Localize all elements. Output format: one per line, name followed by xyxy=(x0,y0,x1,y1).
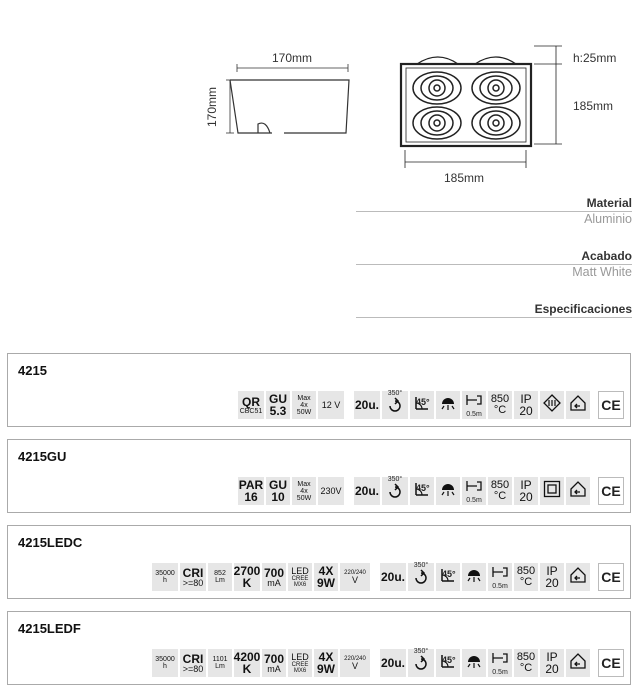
chip-text: 20u. xyxy=(380,570,405,584)
chip-text: °C xyxy=(493,404,507,416)
voltage-chip xyxy=(318,391,344,419)
property-value: Matt White xyxy=(572,265,632,279)
chip-text: 20 xyxy=(519,404,533,418)
indoor-use-chip xyxy=(566,391,590,419)
indoor-use xyxy=(569,566,587,589)
chip-text: h xyxy=(163,577,167,584)
ip-rating-chip xyxy=(514,391,538,419)
chip-text: 0.5m xyxy=(492,582,508,590)
chip-text: h xyxy=(163,663,167,670)
side-view-drawing xyxy=(226,64,349,133)
lumen-chip xyxy=(208,649,232,677)
cri-chip xyxy=(180,563,206,591)
chip-text: Lm xyxy=(215,577,225,584)
temperature-chip xyxy=(514,649,538,677)
chip-text: 2700 xyxy=(233,564,261,578)
tilt-chip xyxy=(410,391,434,419)
cri-chip xyxy=(180,649,206,677)
distance xyxy=(465,479,483,497)
chip-text: 50W xyxy=(296,494,312,502)
chip-text: 4X xyxy=(318,564,334,578)
chip-text: Max xyxy=(297,480,311,488)
chip-text: 350° xyxy=(413,648,429,655)
chip-text: 700 xyxy=(263,565,285,580)
chip-text: mA xyxy=(267,663,281,674)
chip-text: 45° xyxy=(416,483,430,493)
technical-drawing xyxy=(0,0,644,200)
class-3-chip xyxy=(540,391,564,419)
pieces-chip xyxy=(380,563,406,591)
distance-chip xyxy=(488,563,512,591)
product-code: 4215 xyxy=(18,363,47,378)
indoor-use xyxy=(569,394,587,417)
spec-icons-row xyxy=(236,391,624,419)
tilt-chip xyxy=(436,563,460,591)
chip-text: 45° xyxy=(416,397,430,407)
chip-text: 16 xyxy=(244,490,258,504)
max-power-chip xyxy=(292,477,316,505)
spec-icons-row xyxy=(150,563,624,591)
chip-text: 0.5m xyxy=(492,668,508,676)
property-material xyxy=(356,194,632,247)
chip-text: Lm xyxy=(215,663,225,670)
top-view-drawing xyxy=(401,46,562,168)
pieces-chip xyxy=(354,391,380,419)
chip-text: °C xyxy=(519,576,533,588)
chip-text: 850 xyxy=(516,651,536,663)
chip-text: 20 xyxy=(545,662,559,676)
chip-text: 1101 xyxy=(212,656,228,663)
distance xyxy=(491,565,509,583)
chip-text: 220/240 xyxy=(344,655,366,662)
chip-text: PAR xyxy=(238,478,264,492)
lifetime-chip xyxy=(152,649,178,677)
ce-mark: CE xyxy=(598,477,624,505)
chip-text: 45° xyxy=(442,655,456,665)
chip-text: 35000 xyxy=(155,656,175,663)
chip-text: IP xyxy=(520,478,532,492)
distance xyxy=(465,393,483,411)
temperature-chip xyxy=(488,391,512,419)
chip-text: 50W xyxy=(296,408,312,416)
chip-text: °C xyxy=(493,490,507,502)
socket-chip xyxy=(266,477,290,505)
chip-text: 12 V xyxy=(321,399,341,410)
chip-text: 350° xyxy=(413,562,429,569)
ce-mark: CE xyxy=(598,563,624,591)
color-temp-chip xyxy=(234,649,260,677)
ip-rating-chip xyxy=(540,563,564,591)
chip-text: 0.5m xyxy=(466,496,482,504)
distance-chip xyxy=(488,649,512,677)
chip-text: 850 xyxy=(516,565,536,577)
class-2 xyxy=(543,480,561,503)
lifetime-chip xyxy=(152,563,178,591)
property-label: Especificaciones xyxy=(534,302,632,316)
rotate-icon xyxy=(412,655,430,678)
indoor-use-chip xyxy=(566,563,590,591)
divider xyxy=(356,317,632,318)
chip-text: 9W xyxy=(317,662,335,676)
pieces-chip xyxy=(380,649,406,677)
property-label: Material xyxy=(586,196,632,210)
rotate-icon xyxy=(386,483,404,506)
chip-text: 0.5m xyxy=(466,410,482,418)
chip-text: V xyxy=(351,574,358,585)
led-source-chip xyxy=(288,563,312,591)
chip-text: >=80 xyxy=(182,663,204,674)
lamp-type-chip xyxy=(238,477,264,505)
chip-text: MX6 xyxy=(293,667,307,674)
ip-rating-chip xyxy=(514,477,538,505)
property-specifications xyxy=(356,300,632,353)
chip-text: Max xyxy=(297,394,311,402)
chip-text: 850 xyxy=(490,393,510,405)
lamp-chip xyxy=(436,391,460,419)
indoor-use-chip xyxy=(566,649,590,677)
pieces-chip xyxy=(354,477,380,505)
chip-text: 10 xyxy=(271,490,285,504)
side-height-label: 170mm xyxy=(205,86,219,128)
distance xyxy=(491,651,509,669)
distance-chip xyxy=(462,477,486,505)
product-code: 4215GU xyxy=(18,449,67,464)
chip-text: mA xyxy=(267,577,281,588)
chip-text: >=80 xyxy=(182,577,204,588)
chip-text: 350° xyxy=(387,476,403,483)
voltage-chip xyxy=(340,649,370,677)
rotation-chip xyxy=(382,477,408,505)
ce-mark: CE xyxy=(598,649,624,677)
chip-text: 20u. xyxy=(380,656,405,670)
indoor-use xyxy=(569,480,587,503)
product-box xyxy=(7,439,631,513)
chip-text: 4X xyxy=(318,650,334,664)
chip-text: 4x xyxy=(300,401,308,409)
product-box xyxy=(7,525,631,599)
properties-panel xyxy=(356,194,632,353)
rotation-chip xyxy=(408,563,434,591)
chip-text: GU xyxy=(269,478,287,492)
chip-text: 852 xyxy=(214,570,226,577)
product-code: 4215LEDC xyxy=(18,535,83,550)
chip-text: 220/240 xyxy=(344,569,366,576)
chip-text: K xyxy=(242,662,252,676)
chip-text: MX6 xyxy=(293,581,307,588)
chip-text: CBC51 xyxy=(239,407,263,415)
lamp-chip xyxy=(462,649,486,677)
tilt-chip xyxy=(436,649,460,677)
chip-text: 20u. xyxy=(354,398,379,412)
chip-text: IP xyxy=(520,392,532,406)
led-power-chip xyxy=(314,649,338,677)
ce-mark: CE xyxy=(598,391,624,419)
chip-text: QR xyxy=(242,394,260,409)
product-box xyxy=(7,611,631,685)
chip-text: LED xyxy=(291,651,309,662)
socket-chip xyxy=(266,391,290,419)
chip-text: GU xyxy=(269,392,287,406)
indoor-use xyxy=(569,652,587,675)
chip-text: 850 xyxy=(490,479,510,491)
product-box xyxy=(7,353,631,427)
max-power-chip xyxy=(292,391,316,419)
chip-text: 230V xyxy=(320,485,342,496)
chip-text: CRI xyxy=(182,565,204,580)
rotation-chip xyxy=(382,391,408,419)
chip-text: 20u. xyxy=(354,484,379,498)
property-label: Acabado xyxy=(581,249,632,263)
spec-icons-row xyxy=(236,477,624,505)
chip-text: 9W xyxy=(317,576,335,590)
temperature-chip xyxy=(514,563,538,591)
tilt-chip xyxy=(410,477,434,505)
property-value: Aluminio xyxy=(584,212,632,226)
rotate-icon xyxy=(412,569,430,592)
chip-text: 4x xyxy=(300,487,308,495)
class-2-chip xyxy=(540,477,564,505)
color-temp-chip xyxy=(234,563,260,591)
top-depth-label: 185mm xyxy=(573,99,614,113)
temperature-chip xyxy=(488,477,512,505)
chip-text: LED xyxy=(291,565,309,576)
top-height-label: h:25mm xyxy=(573,51,617,65)
property-finish xyxy=(356,247,632,300)
chip-text: 35000 xyxy=(155,570,175,577)
chip-text: 45° xyxy=(442,569,456,579)
distance-chip xyxy=(462,391,486,419)
ip-rating-chip xyxy=(540,649,564,677)
rotate-icon xyxy=(386,397,404,420)
top-width-label: 185mm xyxy=(443,171,485,185)
chip-text: CREE xyxy=(291,575,309,582)
chip-text: 350° xyxy=(387,390,403,397)
chip-text: CREE xyxy=(291,661,309,668)
chip-text: 4200 xyxy=(233,650,261,664)
led-source-chip xyxy=(288,649,312,677)
lumen-chip xyxy=(208,563,232,591)
rotation-chip xyxy=(408,649,434,677)
lamp-chip xyxy=(436,477,460,505)
lamp xyxy=(465,566,483,589)
chip-text: IP xyxy=(546,650,558,664)
chip-text: 5.3 xyxy=(269,404,287,418)
chip-text: °C xyxy=(519,662,533,674)
led-power-chip xyxy=(314,563,338,591)
current-chip xyxy=(262,649,286,677)
current-chip xyxy=(262,563,286,591)
voltage-chip xyxy=(318,477,344,505)
lamp xyxy=(439,394,457,417)
side-width-label: 170mm xyxy=(271,51,313,65)
chip-text: 700 xyxy=(263,651,285,666)
chip-text: K xyxy=(242,576,252,590)
indoor-use-chip xyxy=(566,477,590,505)
lamp xyxy=(465,652,483,675)
lamp-type-chip xyxy=(238,391,264,419)
chip-text: 20 xyxy=(545,576,559,590)
chip-text: IP xyxy=(546,564,558,578)
chip-text: 20 xyxy=(519,490,533,504)
product-code: 4215LEDF xyxy=(18,621,81,636)
chip-text: V xyxy=(351,660,358,671)
chip-text: CRI xyxy=(182,651,204,666)
lamp-chip xyxy=(462,563,486,591)
class-3 xyxy=(543,394,561,417)
spec-icons-row xyxy=(150,649,624,677)
voltage-chip xyxy=(340,563,370,591)
lamp xyxy=(439,480,457,503)
